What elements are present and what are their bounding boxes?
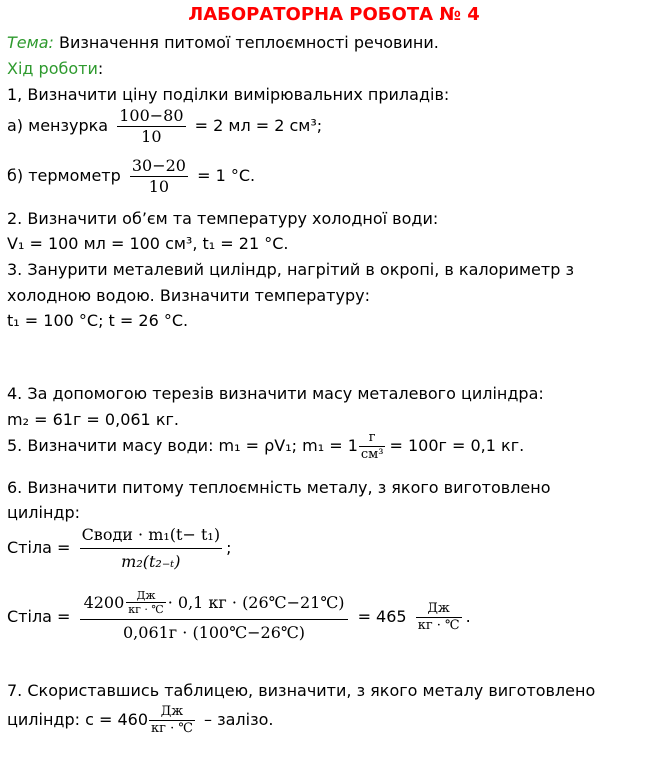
- step-5-numerator: г: [368, 430, 376, 445]
- progress-heading: [7, 58, 103, 80]
- progress-label: Хід роботи: [7, 59, 98, 78]
- step-3-line-1: 3. Занурити металевий циліндр, нагрітий в окропі, в калориметр з: [7, 260, 574, 279]
- step-5-fraction: [359, 430, 386, 463]
- step-7-unit-den: кг · ℃: [151, 721, 193, 736]
- formula-2-end: .: [465, 607, 471, 626]
- formula-2-denominator: 0,061г · (100℃−26℃): [123, 623, 306, 642]
- progress-colon: :: [97, 59, 104, 78]
- formula-1-numerator: Своди · m₁(t− t₁): [81, 525, 221, 544]
- step-1b: [7, 156, 255, 197]
- formula-2-mid: = 465: [357, 607, 407, 626]
- formula-2: [7, 589, 471, 646]
- formula-2-numerator: [80, 589, 349, 619]
- formula-2-result-num: Дж: [427, 601, 450, 616]
- step-3-line-2: холодною водою. Визначити температуру:: [7, 286, 370, 305]
- topic-text: Визначення питомої теплоємності речовини.: [58, 33, 439, 52]
- step-2: 2. Визначити об’єм та температуру холодної води:: [7, 209, 439, 228]
- formula-2-result-unit: [416, 601, 462, 634]
- formula-2-unit-num: Дж: [136, 589, 156, 602]
- step-7-unit: [149, 704, 195, 737]
- formula-1-end: ;: [226, 538, 232, 557]
- step-4: 4. За допомогою терезів визначити масу металевого циліндра:: [7, 384, 544, 403]
- formula-2-fraction: [80, 589, 349, 646]
- formula-2-coef: 4200: [83, 593, 125, 612]
- step-1a: [7, 106, 322, 147]
- step-5-result: = 100г = 0,1 кг.: [389, 436, 525, 455]
- step-7-line-2: [7, 704, 273, 737]
- formula-2-result-den: кг · ℃: [417, 618, 460, 633]
- topic-line: [7, 32, 439, 54]
- formula-2-unit: [126, 589, 165, 616]
- formula-1-denominator: m₂(t₂₋ₜ): [121, 552, 181, 571]
- formula-2-lhs: Стіла =: [7, 607, 71, 626]
- step-1b-denominator: 10: [148, 177, 170, 196]
- step-2-values: V₁ = 100 мл = 100 см³, t₁ = 21 °С.: [7, 234, 289, 253]
- topic-label: Тема:: [7, 33, 54, 52]
- step-5: [7, 430, 524, 463]
- step-1b-fraction: [130, 156, 188, 197]
- step-1a-prefix: а) мензурка: [7, 116, 109, 135]
- step-7-unit-num: Дж: [160, 704, 184, 719]
- step-4-values: m₂ = 61г = 0,061 кг.: [7, 410, 179, 429]
- step-6-line-2: циліндр:: [7, 503, 81, 522]
- page-title: ЛАБОРАТОРНА РОБОТА № 4: [188, 4, 480, 25]
- step-6-line-1: 6. Визначити питому теплоємність металу, з якого виготовлено: [7, 478, 551, 497]
- step-1a-result: = 2 мл = 2 см³;: [194, 116, 323, 135]
- formula-1: [7, 522, 231, 575]
- step-1b-numerator: 30−20: [131, 156, 186, 175]
- step-1a-numerator: 100−80: [119, 106, 184, 125]
- formula-1-fraction: [80, 522, 223, 575]
- formula-2-num-rest: · 0,1 кг · (26℃−21℃): [167, 593, 345, 612]
- step-7-suffix: – залізо.: [204, 710, 274, 729]
- step-1b-result: = 1 °С.: [197, 166, 256, 185]
- step-1: 1, Визначити ціну поділки вимірювальних приладів:: [7, 85, 450, 104]
- formula-1-lhs: Стіла =: [7, 538, 71, 557]
- step-7-line-1: 7. Скориставшись таблицею, визначити, з якого металу виготовлено: [7, 681, 596, 700]
- step-5-denominator: см³: [360, 447, 384, 462]
- step-7-prefix: циліндр: с = 460: [7, 710, 149, 729]
- step-1a-denominator: 10: [141, 127, 162, 146]
- step-3-values: t₁ = 100 °С; t = 26 °С.: [7, 311, 189, 330]
- step-1b-prefix: б) термометр: [7, 166, 121, 185]
- step-1a-fraction: [117, 106, 185, 147]
- step-5-prefix: 5. Визначити масу води: m₁ = ρV₁; m₁ = 1: [7, 436, 358, 455]
- formula-2-unit-den: кг · ℃: [128, 603, 164, 616]
